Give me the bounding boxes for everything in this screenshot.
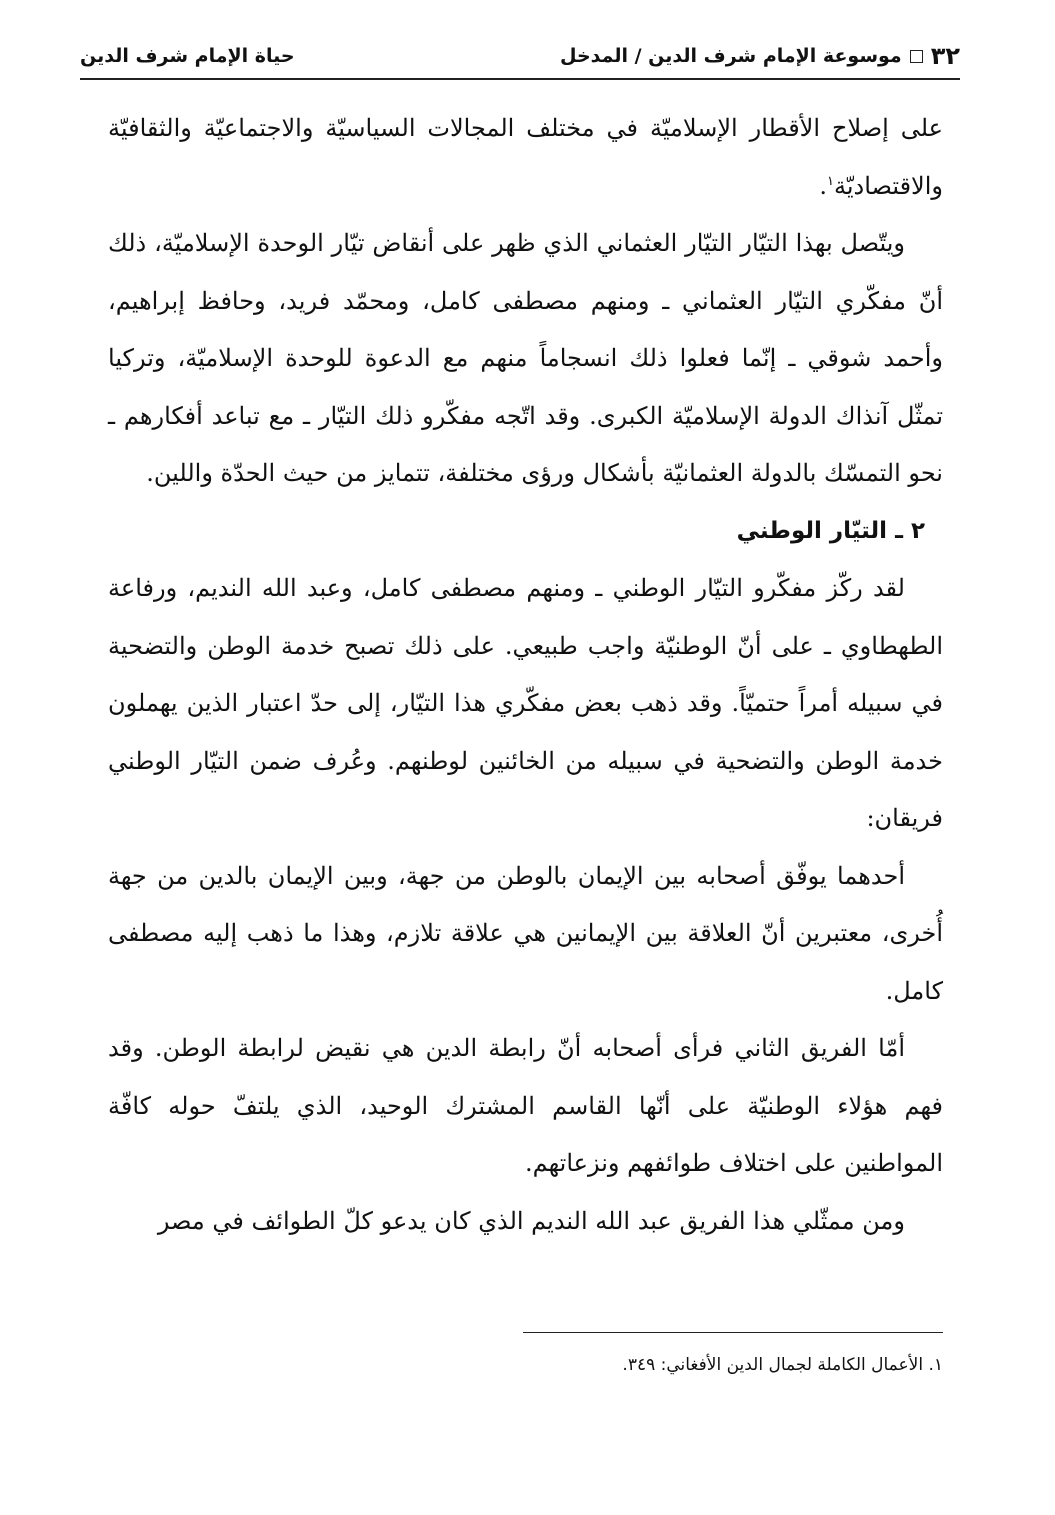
paragraph: أحدهما يوفّق أصحابه بين الإيمان بالوطن من جهة، وبين الإيمان بالدين من جهة أُخرى، معتبرين أنّ العلاقة بين الإيمانين هي علاقة تلازم، وهذا ما ذهب إليه مصطفى كامل. bbox=[108, 861, 943, 1005]
footnote: ١. الأعمال الكاملة لجمال الدين الأفغاني: ٣٤٩. bbox=[622, 1355, 943, 1375]
paragraph: ومن ممثّلي هذا الفريق عبد الله النديم الذي كان يدعو كلّ الطوائف في مصر bbox=[157, 1206, 905, 1235]
book-section-title: موسوعة الإمام شرف الدين / المدخل bbox=[559, 45, 902, 67]
paragraph bbox=[108, 100, 943, 215]
header-square-icon bbox=[910, 50, 923, 63]
page-content bbox=[108, 100, 943, 1250]
chapter-title: حياة الإمام شرف الدين bbox=[80, 45, 295, 67]
paragraph: أمّا الفريق الثاني فرأى أصحابه أنّ رابطة الدين هي نقيض لرابطة الوطن. وقد فهم هؤلاء الوطنيّة على أنّها القاسم المشترك الوحيد، الذي يلتفّ حوله كافّة المواطنين على اختلاف طوائفهم ونزعاتهم. bbox=[108, 1034, 943, 1177]
footnote-separator bbox=[523, 1332, 943, 1333]
paragraph: ويتّصل بهذا التيّار التيّار العثماني الذي ظهر على أنقاض تيّار الوحدة الإسلاميّة، ذلك أنّ مفكّري التيّار العثماني ـ ومنهم مصطفى كامل، ومحمّد فريد، وحافظ إبراهيم، وأحمد شوقي ـ إنّما فعلوا ذلك انسجاماً منهم مع الدعوة للوحدة الإسلاميّة، وتركيا تمثّل آنذاك الدولة الإسلاميّة الكبرى. وقد اتّجه مفكّرو ذلك التيّار ـ مع تباعد أفكارهم ـ نحو التمسّك بالدولة العثمانيّة بأشكال ورؤى مختلفة، تتمايز من حيث الحدّة واللين. bbox=[108, 229, 943, 487]
header-book-info bbox=[560, 42, 960, 70]
section-heading: ٢ ـ التيّار الوطني bbox=[736, 517, 925, 544]
page-header bbox=[80, 34, 960, 80]
paragraph-end: . bbox=[819, 171, 827, 200]
footnote-reference: ١ bbox=[826, 173, 834, 189]
page-number: ٣٢ bbox=[930, 42, 960, 70]
paragraph: لقد ركّز مفكّرو التيّار الوطني ـ ومنهم مصطفى كامل، وعبد الله النديم، ورفاعة الطهطاوي ـ على أنّ الوطنيّة واجب طبيعي. على ذلك تصبح خدمة الوطن والتضحية في سبيله أمراً حتميّاً. وقد ذهب بعض مفكّري هذا التيّار، إلى حدّ اعتبار الذين يهملون خدمة الوطن والتضحية في سبيله من الخائنين لوطنهم. وعُرف ضمن التيّار الوطني فريقان: bbox=[108, 574, 943, 832]
paragraph-text: على إصلاح الأقطار الإسلاميّة في مختلف المجالات السياسيّة والاجتماعيّة والثقافيّة والاقتصاديّة bbox=[108, 114, 944, 200]
